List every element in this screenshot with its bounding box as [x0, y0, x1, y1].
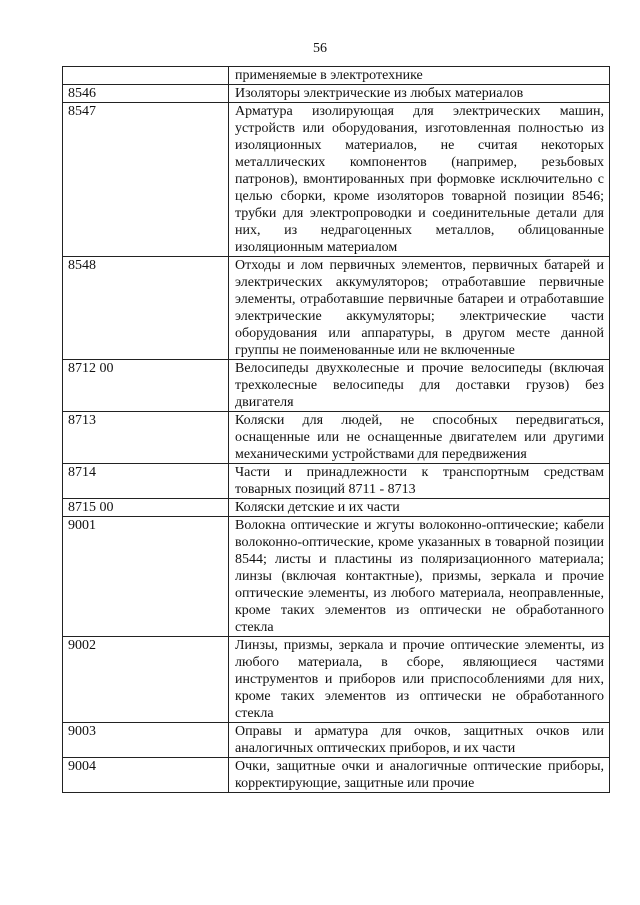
code-cell: 8547	[63, 103, 229, 257]
code-cell: 8548	[63, 257, 229, 360]
table-row	[63, 360, 610, 412]
code-cell: 9002	[63, 637, 229, 723]
description-cell: Изоляторы электрические из любых материалов	[229, 85, 610, 103]
description-cell: применяемые в электротехнике	[229, 67, 610, 85]
description-cell: Велосипеды двухколесные и прочие велосипеды (включая трехколесные велосипеды для доставки грузов) без двигателя	[229, 360, 610, 412]
description-cell: Отходы и лом первичных элементов, первичных батарей и электрических аккумуляторов; отработавшие первичные элементы, отработавшие первичные батареи и отработавшие электрические аккумуляторы; электрические части оборудования или аппаратуры, в другом месте данной группы не поименованные или не включенные	[229, 257, 610, 360]
description-cell: Оправы и арматура для очков, защитных очков или аналогичных оптических приборов, и их части	[229, 723, 610, 758]
code-cell: 9001	[63, 517, 229, 637]
table-row	[63, 412, 610, 464]
table-row	[63, 758, 610, 793]
table-row	[63, 499, 610, 517]
description-cell: Очки, защитные очки и аналогичные оптические приборы, корректирующие, защитные или прочие	[229, 758, 610, 793]
description-cell: Коляски детские и их части	[229, 499, 610, 517]
code-cell: 8546	[63, 85, 229, 103]
code-cell: 8715 00	[63, 499, 229, 517]
description-cell: Части и принадлежности к транспортным средствам товарных позиций 8711 - 8713	[229, 464, 610, 499]
code-cell: 8713	[63, 412, 229, 464]
table-row	[63, 517, 610, 637]
table-row	[63, 464, 610, 499]
table-row	[63, 723, 610, 758]
description-cell: Коляски для людей, не способных передвигаться, оснащенные или не оснащенные двигателем или другими механическими устройствами для передвижения	[229, 412, 610, 464]
description-cell: Линзы, призмы, зеркала и прочие оптические элементы, из любого материала, в сборе, являющиеся частями инструментов и приборов или приспособлениями для них, кроме таких элементов из оптически не обработанного стекла	[229, 637, 610, 723]
page-number: 56	[313, 41, 327, 56]
table-row	[63, 85, 610, 103]
code-cell: 8712 00	[63, 360, 229, 412]
code-cell	[63, 67, 229, 85]
description-cell: Волокна оптические и жгуты волоконно-оптические; кабели волоконно-оптические, кроме указанных в товарной позиции 8544; листы и пластины из поляризационного материала; линзы (включая контактные), призмы, зеркала и прочие оптические элементы, из любого материала, неоправленные, кроме таких элементов из оптически не обработанного стекла	[229, 517, 610, 637]
table-row	[63, 637, 610, 723]
table-row	[63, 103, 610, 257]
table-row	[63, 67, 610, 85]
commodity-code-table	[62, 66, 610, 793]
code-cell: 9003	[63, 723, 229, 758]
description-cell: Арматура изолирующая для электрических машин, устройств или оборудования, изготовленная полностью из изоляционных материалов, не считая некоторых металлических компонентов (например, резьбовых патронов), вмонтированных при формовке исключительно с целью сборки, кроме изоляторов товарной позиции 8546; трубки для электропроводки и соединительные детали для них, из недрагоценных металлов, облицованные изоляционным материалом	[229, 103, 610, 257]
code-cell: 9004	[63, 758, 229, 793]
code-cell: 8714	[63, 464, 229, 499]
table-row	[63, 257, 610, 360]
